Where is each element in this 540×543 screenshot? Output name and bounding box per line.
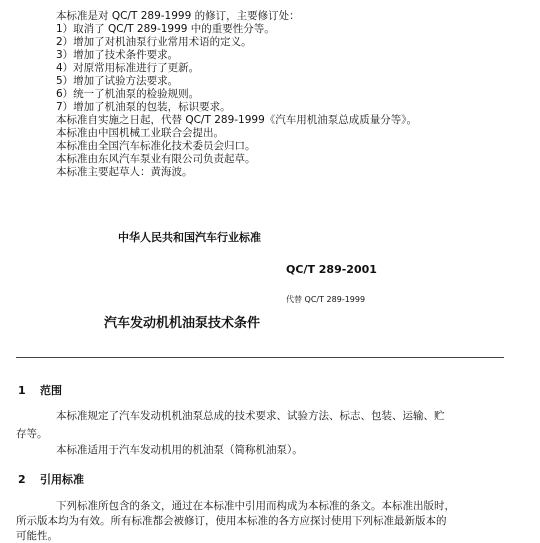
section-1-paragraph-1-cont: 存等。 bbox=[16, 428, 48, 440]
section-1-paragraph-1: 本标准规定了汽车发动机机油泵总成的技术要求、试验方法、标志、包装、运输、贮 bbox=[56, 410, 445, 422]
foreword-line: 5）增加了试验方法要求。 bbox=[56, 75, 179, 87]
section-2-paragraph-1: 下列标准所包含的条文，通过在本标准中引用而构成为本标准的条文。本标准出版时， bbox=[56, 500, 455, 512]
foreword-line: 7）增加了机油泵的包装，标识要求。 bbox=[56, 101, 231, 113]
standard-code: QC/T 289-2001 bbox=[286, 263, 377, 276]
section-2-number: 2 bbox=[18, 473, 26, 486]
foreword-line: 1）取消了 QC/T 289-1999 中的重要性分等。 bbox=[56, 23, 275, 35]
foreword-line: 本标准由东风汽车泵业有限公司负责起草。 bbox=[56, 153, 256, 165]
foreword-line: 本标准自实施之日起，代替 QC/T 289-1999《汽车用机油泵总成质量分等》。 bbox=[56, 114, 418, 126]
section-2-paragraph-1-cont2: 可能性。 bbox=[16, 530, 58, 542]
foreword-line: 4）对原常用标准进行了更新。 bbox=[56, 62, 200, 74]
foreword-line: 6）统一了机油泵的检验规则。 bbox=[56, 88, 200, 100]
section-2-title: 引用标准 bbox=[40, 473, 84, 486]
foreword-line: 本标准是对 QC/T 289-1999 的修订，主要修订处： bbox=[56, 10, 300, 22]
section-1-title: 范围 bbox=[40, 384, 62, 397]
section-1-number: 1 bbox=[18, 384, 26, 397]
foreword-line: 2）增加了对机油泵行业常用术语的定义。 bbox=[56, 36, 252, 48]
replaces-note: 代替 QC/T 289-1999 bbox=[286, 295, 366, 304]
document-title: 汽车发动机机油泵技术条件 bbox=[104, 316, 261, 331]
divider-line bbox=[16, 357, 504, 358]
foreword-line: 本标准由中国机械工业联合会提出。 bbox=[56, 127, 224, 139]
section-2-paragraph-1-cont: 所示版本均为有效。所有标准都会被修订，使用本标准的各方应探讨使用下列标准最新版本的 bbox=[16, 515, 447, 527]
section-1-paragraph-2: 本标准适用于汽车发动机用的机油泵（简称机油泵）。 bbox=[56, 444, 303, 456]
foreword-line: 3）增加了技术条件要求。 bbox=[56, 49, 179, 61]
issuing-organization: 中华人民共和国汽车行业标准 bbox=[118, 231, 261, 244]
foreword-line: 本标准由全国汽车标准化技术委员会归口。 bbox=[56, 140, 256, 152]
foreword-line: 本标准主要起草人：黄海波。 bbox=[56, 166, 193, 178]
